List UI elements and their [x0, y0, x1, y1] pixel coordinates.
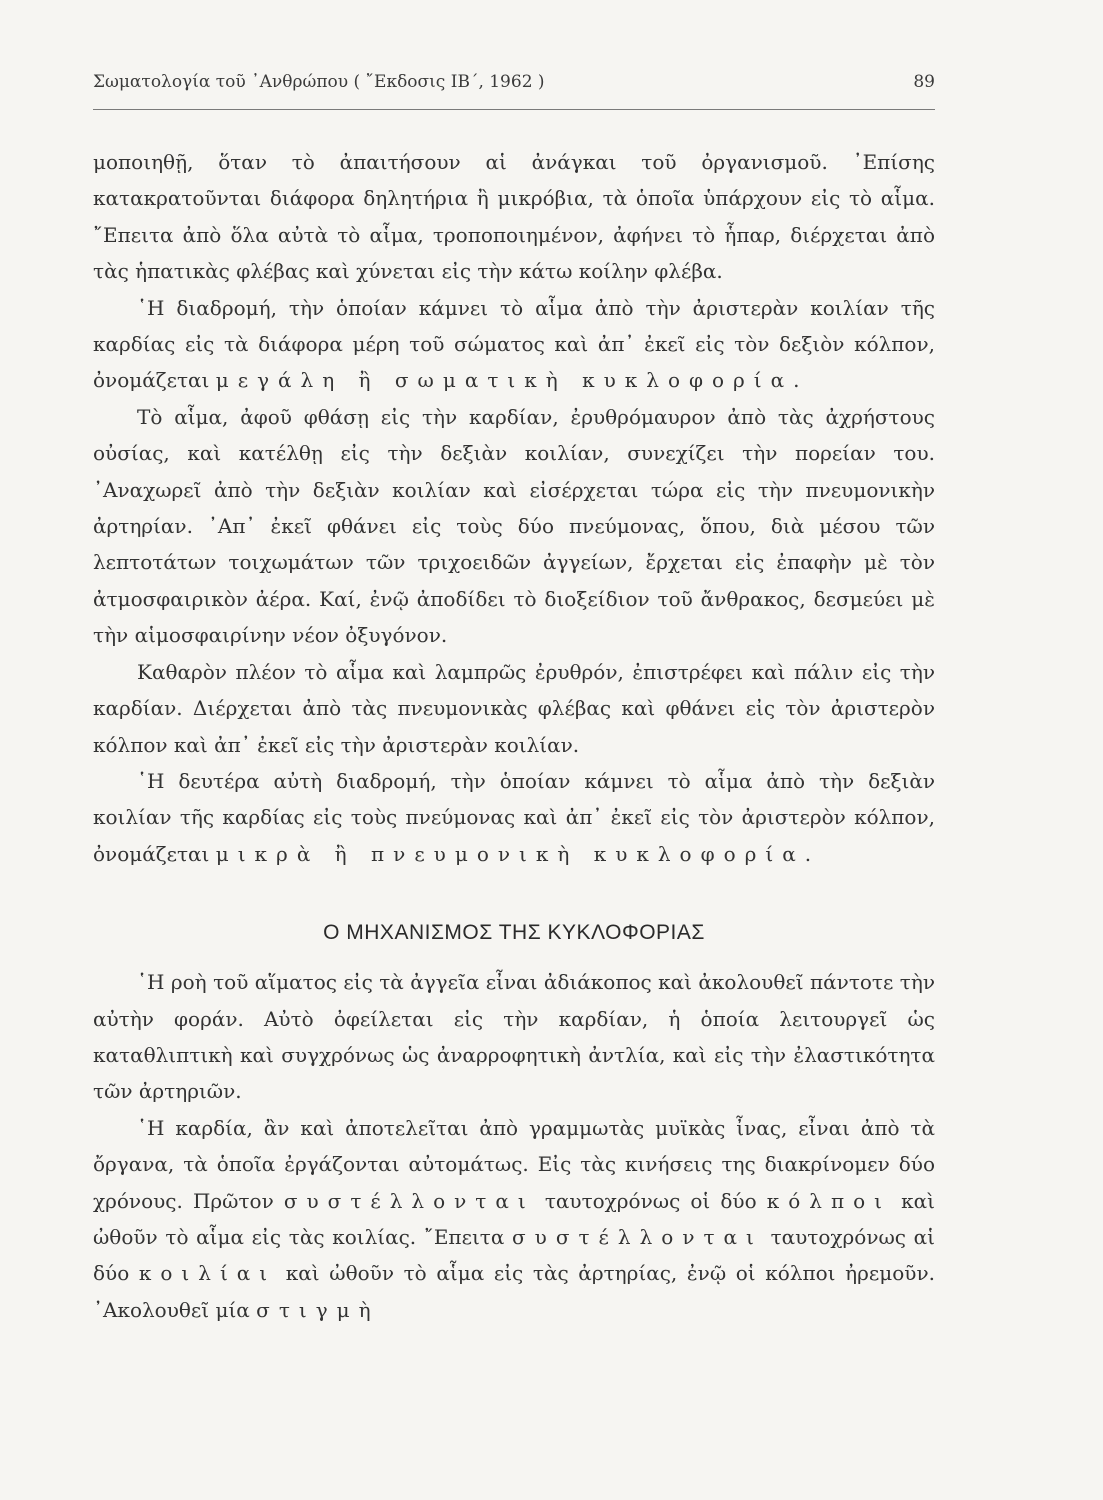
- paragraph: [93, 654, 935, 763]
- header-rule: [93, 109, 935, 110]
- spaced-term: μικρὰ ἢ πνευμονικὴ κυκλοφορία.: [215, 841, 821, 866]
- paragraph: [93, 964, 935, 1110]
- paragraph-text: Καθαρὸν πλέον τὸ αἷμα καὶ λαμπρῶς ἐρυθρόν, ἐπιστρέφει καὶ πάλιν εἰς τὴν καρδίαν. Διέρχεται ἀπὸ τὰς πνευμονικὰς φλέβας καὶ φθάνει εἰς τὸν ἀριστερὸν κόλπον καὶ ἀπ᾽ ἐκεῖ εἰς τὴν ἀριστερὰν κοιλίαν.: [93, 659, 935, 757]
- spaced-term: μεγάλη ἢ σωματικὴ κυκλοφορία.: [215, 368, 809, 393]
- spaced-term: συστέλλονται: [283, 1188, 535, 1213]
- page-number: 89: [913, 72, 935, 92]
- paragraph-text: ῾Η καρδία, ἂν καὶ ἀποτελεῖται ἀπὸ γραμμωτὰς μυϊκὰς ἶνας, εἶναι ἀπὸ τὰ ὄργανα, τὰ ὁποῖα ἐργάζονται αὐτομάτως. Εἰς τὰς κινήσεις της διακρίνομεν δύο χρόνους. Πρῶτον: [93, 1115, 935, 1213]
- paragraph: [93, 763, 935, 872]
- paragraph: [93, 290, 935, 399]
- paragraph: [93, 144, 935, 290]
- paragraph-text: καὶ ὠθοῦν τὸ αἷμα εἰς τὰς κοιλίας. ῎Επειτα: [93, 1188, 935, 1249]
- spaced-term: κόλποι: [766, 1188, 892, 1213]
- spaced-term: στιγμὴ: [256, 1297, 380, 1322]
- paragraph-text: ῾Η διαδρομή, τὴν ὁποίαν κάμνει τὸ αἷμα ἀπὸ τὴν ἀριστερὰν κοιλίαν τῆς καρδίας εἰς τὰ διάφορα μέρη τοῦ σώματος καὶ ἀπ᾽ ἐκεῖ εἰς τὸν δεξιὸν κόλπον, ὀνομάζεται: [93, 295, 935, 393]
- paragraph-text: μοποιηθῇ, ὅταν τὸ ἀπαιτήσουν αἱ ἀνάγκαι τοῦ ὀργανισμοῦ. ᾽Επίσης κατακρατοῦνται διάφορα δηλητήρια ἢ μικρόβια, τὰ ὁποῖα ὑπάρχουν εἰς τὸ αἷμα. ῎Επειτα ἀπὸ ὅλα αὐτὰ τὸ αἷμα, τροποποιημένον, ἀφήνει τὸ ἧπαρ, διέρχεται ἀπὸ τὰς ἡπατικὰς φλέβας καὶ χύνεται εἰς τὴν κάτω κοίλην φλέβα.: [93, 150, 935, 284]
- paragraph-text: ῾Η δευτέρα αὐτὴ διαδρομή, τὴν ὁποίαν κάμνει τὸ αἷμα ἀπὸ τὴν δεξιὰν κοιλίαν τῆς καρδίας εἰς τοὺς πνεύμονας καὶ ἀπ᾽ ἐκεῖ εἰς τὸν ἀριστερὸν κόλπον, ὀνομάζεται: [93, 768, 935, 866]
- section-heading: Ο ΜΗΧΑΝΙΣΜΟΣ ΤΗΣ ΚΥΚΛΟΦΟΡΙΑΣ: [323, 921, 705, 945]
- spaced-term: συστέλλονται: [512, 1224, 763, 1249]
- paragraph-text: ῾Η ροὴ τοῦ αἵματος εἰς τὰ ἀγγεῖα εἶναι ἀδιάκοπος καὶ ἀκολουθεῖ πάντοτε τὴν αὐτὴν φοράν. Αὐτὸ ὀφείλεται εἰς τὴν καρδίαν, ἡ ὁποία λειτουργεῖ ὡς καταθλιπτικὴ καὶ συγχρόνως ὡς ἀναρροφητικὴ ἀντλία, καὶ εἰς τὴν ἐλαστικότητα τῶν ἀρτηριῶν.: [93, 970, 935, 1104]
- paragraph-text: Τὸ αἷμα, ἀφοῦ φθάσῃ εἰς τὴν καρδίαν, ἐρυθρόμαυρον ἀπὸ τὰς ἀχρήστους οὐσίας, καὶ κατέλθῃ εἰς τὴν δεξιὰν κοιλίαν, συνεχίζει τὴν πορείαν του. ᾽Αναχωρεῖ ἀπὸ τὴν δεξιὰν κοιλίαν καὶ εἰσέρχεται τώρα εἰς τὴν πνευμονικὴν ἀρτηρίαν. ᾽Απ᾽ ἐκεῖ φθάνει εἰς τοὺς δύο πνεύμονας, ὅπου, διὰ μέσου τῶν λεπτοτάτων τοιχωμάτων τῶν τριχοειδῶν ἀγγείων, ἔρχεται εἰς ἐπαφὴν μὲ τὸν ἀτμοσφαιρικὸν ἀέρα. Καί, ἐνῷ ἀποδίδει τὸ διοξείδιον τοῦ ἄνθρακος, δεσμεύει μὲ τὴν αἱμοσφαιρίνην νέον ὀξυγόνον.: [93, 404, 935, 648]
- spaced-term: κοιλίαι: [138, 1261, 277, 1286]
- paragraph: [93, 399, 935, 654]
- body-text: [93, 144, 935, 1328]
- paragraph: [93, 1110, 935, 1328]
- paragraph-text: ταυτοχρόνως οἱ δύο: [544, 1188, 757, 1213]
- running-head-title: Σωματολογία τοῦ ᾽Ανθρώπου ( ῎Εκδοσις ΙΒ΄, 1962 ): [93, 72, 545, 92]
- paragraph-text: ταυτοχρόνως αἱ δύο: [93, 1224, 936, 1286]
- running-head: [93, 72, 935, 100]
- paragraph-text: καὶ ὠθοῦν τὸ αἷμα εἰς τὰς ἀρτηρίας, ἐνῷ οἱ κόλποι ἠρεμοῦν. ᾽Ακολουθεῖ μία: [93, 1261, 935, 1322]
